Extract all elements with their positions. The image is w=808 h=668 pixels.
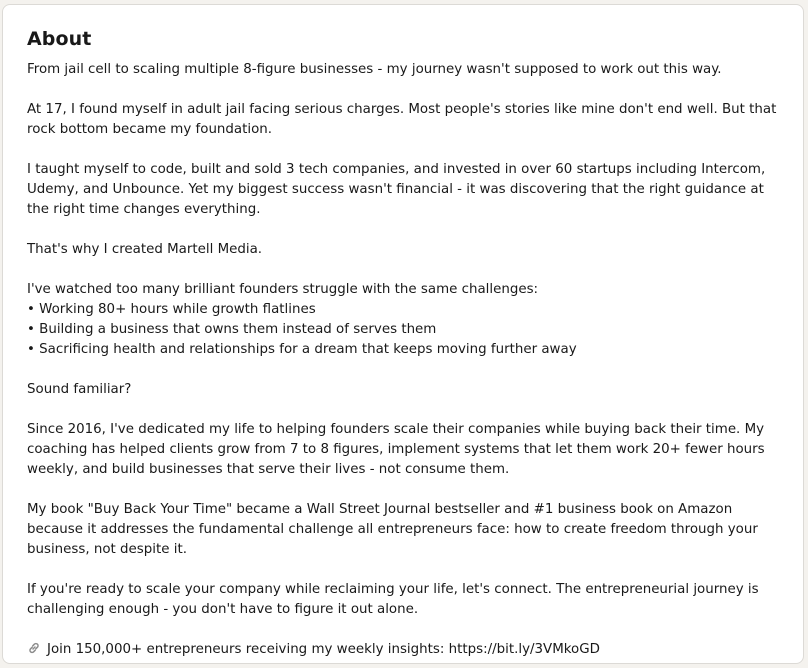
newsletter-link[interactable]: https://bit.ly/3VMkoGD (448, 642, 600, 657)
list-item: • Working 80+ hours while growth flatlines (27, 302, 316, 317)
challenges-block (27, 280, 779, 360)
list-item: • Sacrificing health and relationships for a dream that keeps moving further away (27, 342, 577, 357)
about-paragraph-since: Since 2016, I've dedicated my life to helping founders scale their companies while buying back their time. My coaching has helped clients grow from 7 to 8 figures, implement systems that let them work 20+ fewer hours weekly, and build businesses that serve their lives - not consume them. (27, 422, 765, 477)
about-paragraph-code: I taught myself to code, built and sold 3 tech companies, and invested in over 60 startups including Intercom, Udemy, and Unbounce. Yet my biggest success wasn't financial - it was discovering that the right guidance at the right time changes everything. (27, 162, 766, 217)
about-intro: From jail cell to scaling multiple 8-figure businesses - my journey wasn't supposed to work out this way. (27, 62, 722, 77)
about-paragraph-ready: If you're ready to scale your company while reclaiming your life, let's connect. The entrepreneurial journey is challenging enough - you don't have to figure it out alone. (27, 582, 759, 617)
about-card (2, 4, 804, 664)
section-title: About (27, 28, 92, 50)
about-paragraph-jail: At 17, I found myself in adult jail facing serious charges. Most people's stories like mine don't end well. But that rock bottom became my foundation. (27, 102, 777, 137)
about-paragraph-familiar: Sound familiar? (27, 382, 132, 397)
about-text (27, 60, 779, 660)
about-paragraph-created: That's why I created Martell Media. (27, 242, 263, 257)
link-icon (27, 641, 41, 655)
list-item: • Building a business that owns them instead of serves them (27, 322, 437, 337)
about-paragraph-book: My book "Buy Back Your Time" became a Wall Street Journal bestseller and #1 business book on Amazon because it addresses the fundamental challenge all entrepreneurs face: how to create freedom through your business, not despite it. (27, 502, 758, 557)
newsletter-line (27, 640, 779, 660)
about-paragraph-watched: I've watched too many brilliant founders struggle with the same challenges: (27, 282, 539, 297)
newsletter-text: Join 150,000+ entrepreneurs receiving my weekly insights: (47, 642, 449, 657)
